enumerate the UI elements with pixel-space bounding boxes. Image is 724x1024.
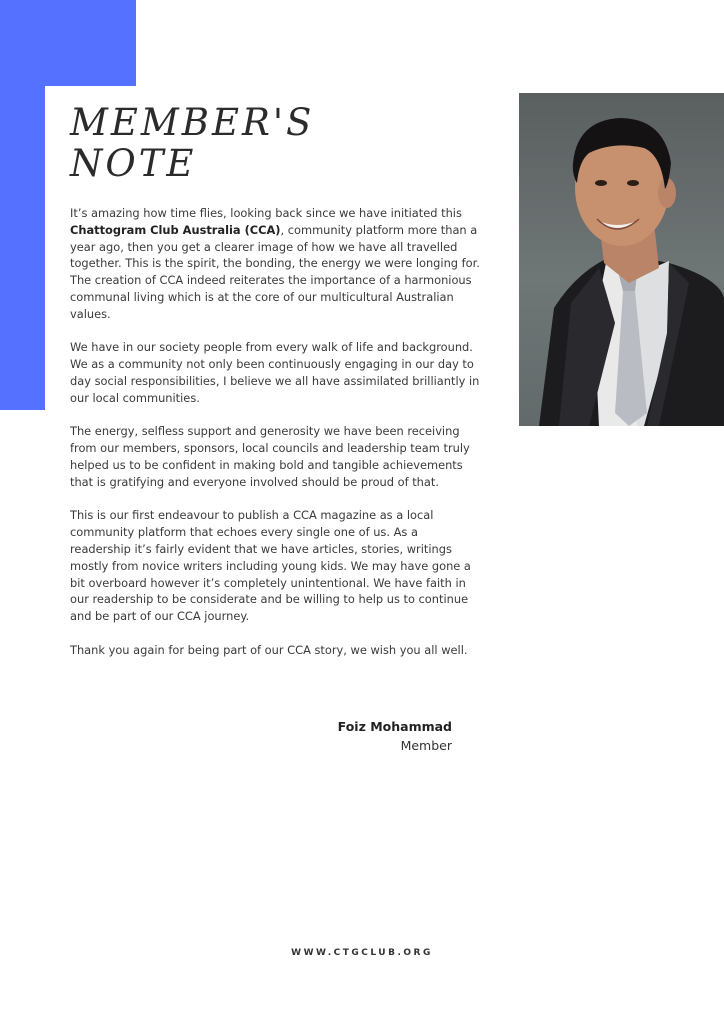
paragraph-5: Thank you again for being part of our CCA story, we wish you all well. bbox=[70, 642, 468, 657]
paragraph-3: The energy, selfless support and generosity we have been receiving from our members, sponsors, local councils and leadership team truly helped us to be confident in making bold and tangible achievements that is gratifying and everyone involved should be proud of that. bbox=[70, 424, 470, 489]
paragraph-1 bbox=[70, 205, 480, 323]
club-name: Chattogram Club Australia (CCA) bbox=[70, 222, 281, 237]
footer-website[interactable]: WWW.CTGCLUB.ORG bbox=[291, 948, 433, 958]
signature-role: Member bbox=[400, 738, 452, 753]
title-line-1: MEMBER'S bbox=[70, 101, 315, 144]
paragraph-2: We have in our society people from every walk of life and background. We as a community not only been continuously engaging in our day to day social responsibilities, I believe we all have assimilated brilliantly in our local communities. bbox=[70, 340, 480, 405]
note-body bbox=[70, 205, 480, 675]
signature-block bbox=[338, 717, 452, 755]
paragraph-1-end: , community platform more than a year ago, then you get a clearer image of how we have all travelled together. This is the spirit, the bonding, the energy we were longing for. The creation of CCA indeed reiterates the importance of a harmonious communal living which is at the core of our multicultural Australian values. bbox=[70, 222, 480, 321]
page-title bbox=[70, 102, 314, 184]
member-portrait-photo bbox=[519, 93, 724, 426]
portrait-illustration bbox=[519, 93, 724, 426]
paragraph-4: This is our first endeavour to publish a CCA magazine as a local community platform that echoes every single one of us. As a readership it’s fairly evident that we have articles, stories, writings mostly from novice writers including young kids. We may have gone a bit overboard however it’s completely unintentional. We have faith in our readership to be considerate and be willing to help us to continue and be part of our CCA journey. bbox=[70, 508, 471, 624]
title-line-2: NOTE bbox=[70, 142, 197, 185]
paragraph-1-start: It’s amazing how time flies, looking back since we have initiated this bbox=[70, 206, 462, 220]
signature-name: Foiz Mohammad bbox=[337, 719, 452, 734]
